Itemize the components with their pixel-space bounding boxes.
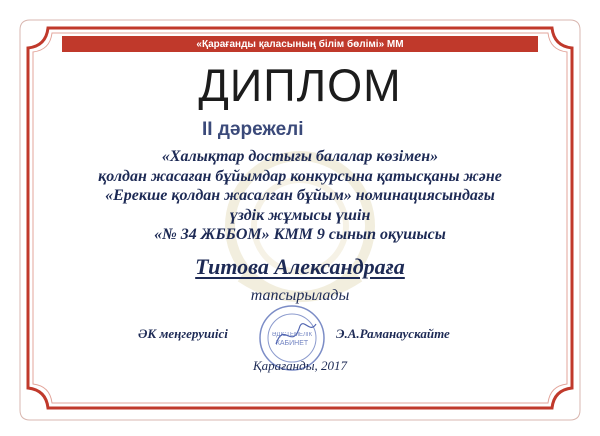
recipient-name: Титова Александраға xyxy=(195,254,405,279)
place-and-date: Қарағанды, 2017 xyxy=(252,358,348,373)
organization-header-bar xyxy=(62,36,538,52)
award-description xyxy=(0,147,600,245)
signatory-title: ӘК меңгерушісі xyxy=(138,326,228,341)
signatory-name: Э.А.Раманаускайте xyxy=(336,326,450,341)
organization-name: «Қарағанды қаласының білім бөлімі» ММ xyxy=(196,38,404,50)
svg-text:ӘДІСТЕМЕЛІК: ӘДІСТЕМЕЛІК xyxy=(271,332,313,338)
diploma-degree: ІІ дәрежелі xyxy=(202,119,304,140)
description-line: қолдан жасаған бұйымдар конкурсына қатысқаны және xyxy=(98,167,502,185)
description-line: «Ерекше қолдан жасалған бұйым» номинациясындағы xyxy=(105,187,495,204)
svg-text:КАБИНЕТ: КАБИНЕТ xyxy=(275,340,309,347)
description-line: «Халықтар достығы балалар көзімен» xyxy=(161,148,439,165)
description-line: «№ 34 ЖББОМ» КММ 9 сынып оқушысы xyxy=(154,226,446,243)
description-line: үздік жұмысы үшін xyxy=(229,206,371,224)
diploma-title: ДИПЛОМ xyxy=(198,60,402,111)
awarded-text: тапсырылады xyxy=(250,287,350,304)
